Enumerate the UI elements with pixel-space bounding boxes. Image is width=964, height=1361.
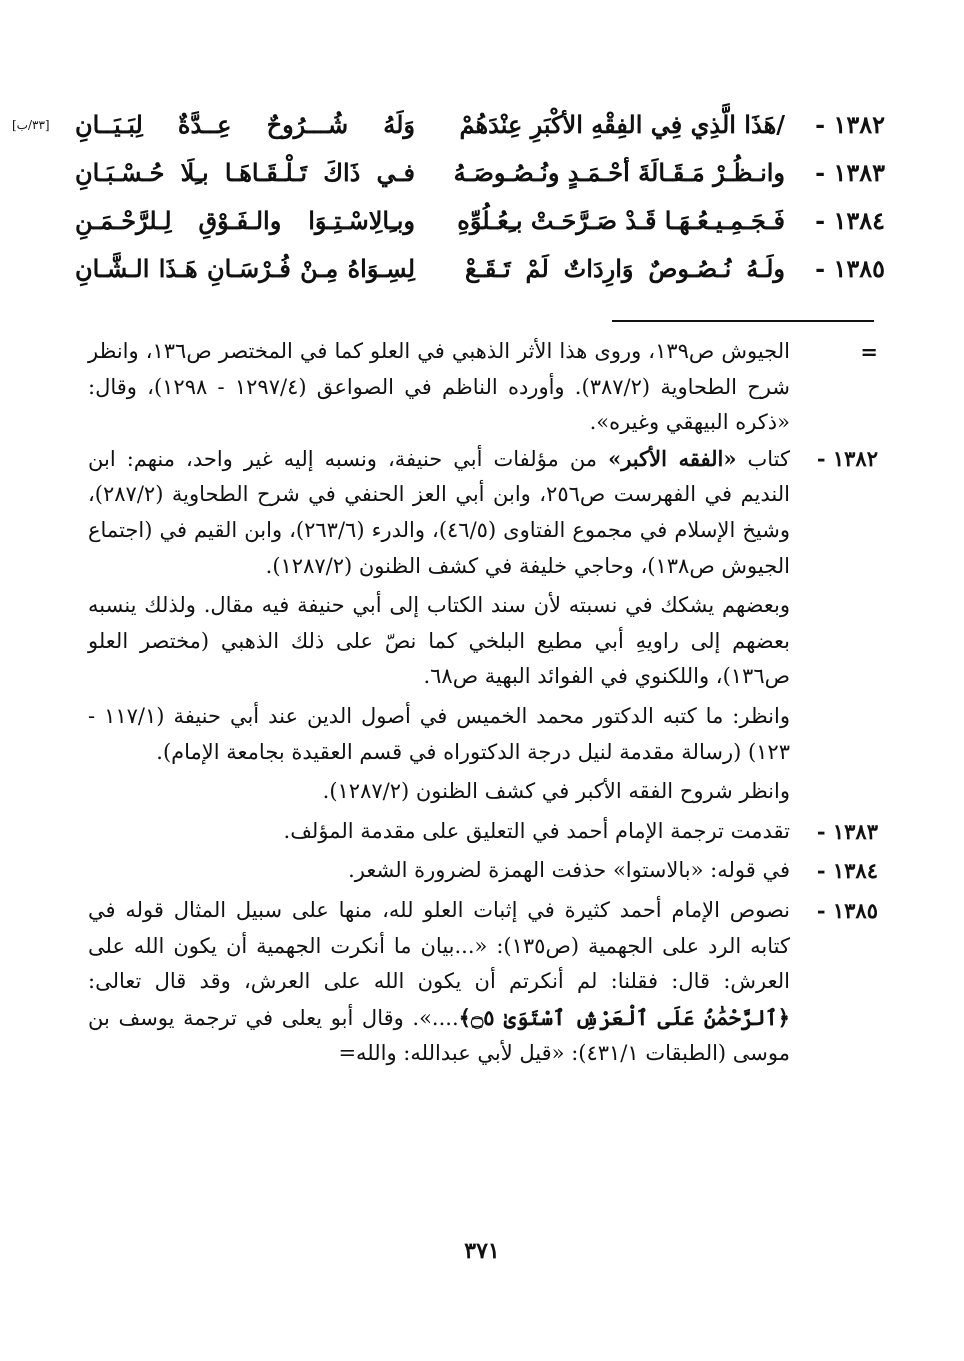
footnote-1384 bbox=[88, 853, 878, 889]
footnote-paragraph: وانظر: ما كتبه الدكتور محمد الخميس في أصول الدين عند أبي حنيفة (١١٧/١ - ١٢٣) (رسالة مقدمة لنيل درجة الدكتوراه في قسم العقيدة بجامعة الإمام). bbox=[88, 703, 790, 764]
footnote-text: تقدمت ترجمة الإمام أحمد في التعليق على مقدمة المؤلف. bbox=[283, 818, 790, 843]
footnotes bbox=[88, 334, 878, 1072]
page-number: ٣٧١ bbox=[464, 1238, 500, 1264]
footnote-1385 bbox=[88, 893, 878, 1072]
verse-1385 bbox=[40, 244, 885, 292]
footnote-number: ١٣٨٤ - bbox=[816, 858, 878, 884]
footnote-paragraph: وانظر شروح الفقه الأكبر في كشف الظنون (١٢٨٧/٢). bbox=[322, 779, 790, 804]
verse-number: ١٣٨٤ - bbox=[815, 206, 885, 235]
verse-first-half: فَـجَـمِـيـعُـهَـا قَـدْ صَـرَّحَـتْ بـِعُـلُوِّهِ bbox=[457, 206, 785, 235]
verse-1384 bbox=[40, 196, 885, 244]
verse-number: ١٣٨٢ - bbox=[815, 110, 885, 139]
verse-second-half: لِسِـوَاهُ مِـنْ فُـرْسَـانِ هَـذَا الـشَّـانِ bbox=[75, 254, 415, 283]
footnote-divider bbox=[612, 320, 874, 322]
verse-number: ١٣٨٣ - bbox=[815, 158, 885, 187]
verse-first-half: وانـظُـرْ مَـقَـالَةَ أحْـمَـدٍ ونُـصُـوصَـهُ bbox=[453, 158, 785, 187]
footnote-text: في قوله: «بالاستوا» حذفت الهمزة لضرورة الشعر. bbox=[348, 858, 790, 883]
footnote-number: ١٣٨٥ - bbox=[816, 897, 878, 923]
verse-number: ١٣٨٥ - bbox=[815, 254, 885, 283]
verse-1382 bbox=[12, 100, 885, 148]
footnote-continuation bbox=[88, 334, 878, 441]
footnote-number: ١٣٨٢ - bbox=[816, 445, 878, 471]
footnote-1382 bbox=[88, 441, 878, 810]
footnote-text: الجيوش ص١٣٩، وروى هذا الأثر الذهبي في العلو كما في المختصر ص١٣٦، وانظر شرح الطحاوية (٣٨٧/٢). وأورده الناظم في الصواعق (١٢٩٧/٤ - ١٢٩٨)، وقال: «ذكره البيهقي وغيره». bbox=[88, 339, 790, 435]
footnote-text: كتاب bbox=[736, 446, 790, 471]
book-title: «الفقه الأكبر» bbox=[608, 445, 737, 471]
continuation-marker: = bbox=[860, 339, 878, 364]
footnote-1383 bbox=[88, 814, 878, 850]
footnote-text: نصوص الإمام أحمد كثيرة في إثبات العلو لله، منها على سبيل المثال قوله في كتابه الرد على الجهمية (ص١٣٥): «...بيان ما أنكرت الجهمية أن يكون الله على العرش: قال: فقلنا: لم أنكرتم أن يكون الله على العرش، وقد قال تعالى: bbox=[88, 897, 790, 994]
footnote-text: من مؤلفات أبي حنيفة، ونسبه إليه غير واحد، منهم: ابن النديم في الفهرست ص٢٥٦، وابن أبي العز الحنفي في شرح الطحاوية (٢٨٧/٢)، وشيخ الإسلام في مجموع الفتاوى (٤٦/٥)، والدرء (٢٦٣/٦)، وابن القيم في (اجتماع الجيوش ص١٣٨)، وحاجي خليفة في كشف الظنون (١٢٨٧/٢). bbox=[88, 446, 790, 578]
footnote-paragraph: وبعضهم يشكك في نسبته لأن سند الكتاب إلى أبي حنيفة فيه مقال. ولذلك ينسبه بعضهم إلى راويهِ أبي مطيع البلخي كما نصّ على ذلك الذهبي (مختصر العلو ص١٣٦)، واللكنوي في الفوائد البهية ص٦٨. bbox=[88, 593, 790, 689]
poem-verses bbox=[12, 100, 885, 292]
footnote-paragraph bbox=[88, 893, 790, 1072]
verse-1383 bbox=[40, 148, 885, 196]
verse-second-half: وبـِالِاسْـتِـوَا والـفَـوْقِ لِـلرَّحْـمَـنِ bbox=[75, 206, 415, 235]
footnote-number: ١٣٨٣ - bbox=[816, 818, 878, 844]
footnote-text: ....». وقال أبو يعلى في ترجمة يوسف بن موسى (الطبقات ٤٣١/١): «قيل لأبي عبدالله: والله= bbox=[88, 1005, 790, 1066]
verse-second-half: فـي ذَاكَ تَـلْـقَـاهَـا بـِلَا حُـسْـبَـانِ bbox=[75, 158, 415, 187]
verse-first-half: /هَذَا الَّذِي فِي الفِقْهِ الأكْبَرِ عِنْدَهُمْ bbox=[459, 110, 785, 139]
verse-first-half: ولَـهُ نُـصُـوصٌ وَارِدَاتٌ لَمْ تَـقَـعْ bbox=[465, 254, 785, 283]
verse-second-half: وَلَهُ شُـــرُوحٌ عِــدَّةٌ لِبَـيَــانِ bbox=[75, 110, 415, 139]
quran-verse: ﴿ٱلرَّحْمَٰنُ عَلَى ٱلْعَرْشِ ٱسْتَوَىٰ ۝٥﴾ bbox=[458, 1004, 790, 1030]
footnote-paragraph bbox=[88, 441, 790, 584]
manuscript-folio-marker: [٣٣/ب] bbox=[12, 118, 50, 132]
